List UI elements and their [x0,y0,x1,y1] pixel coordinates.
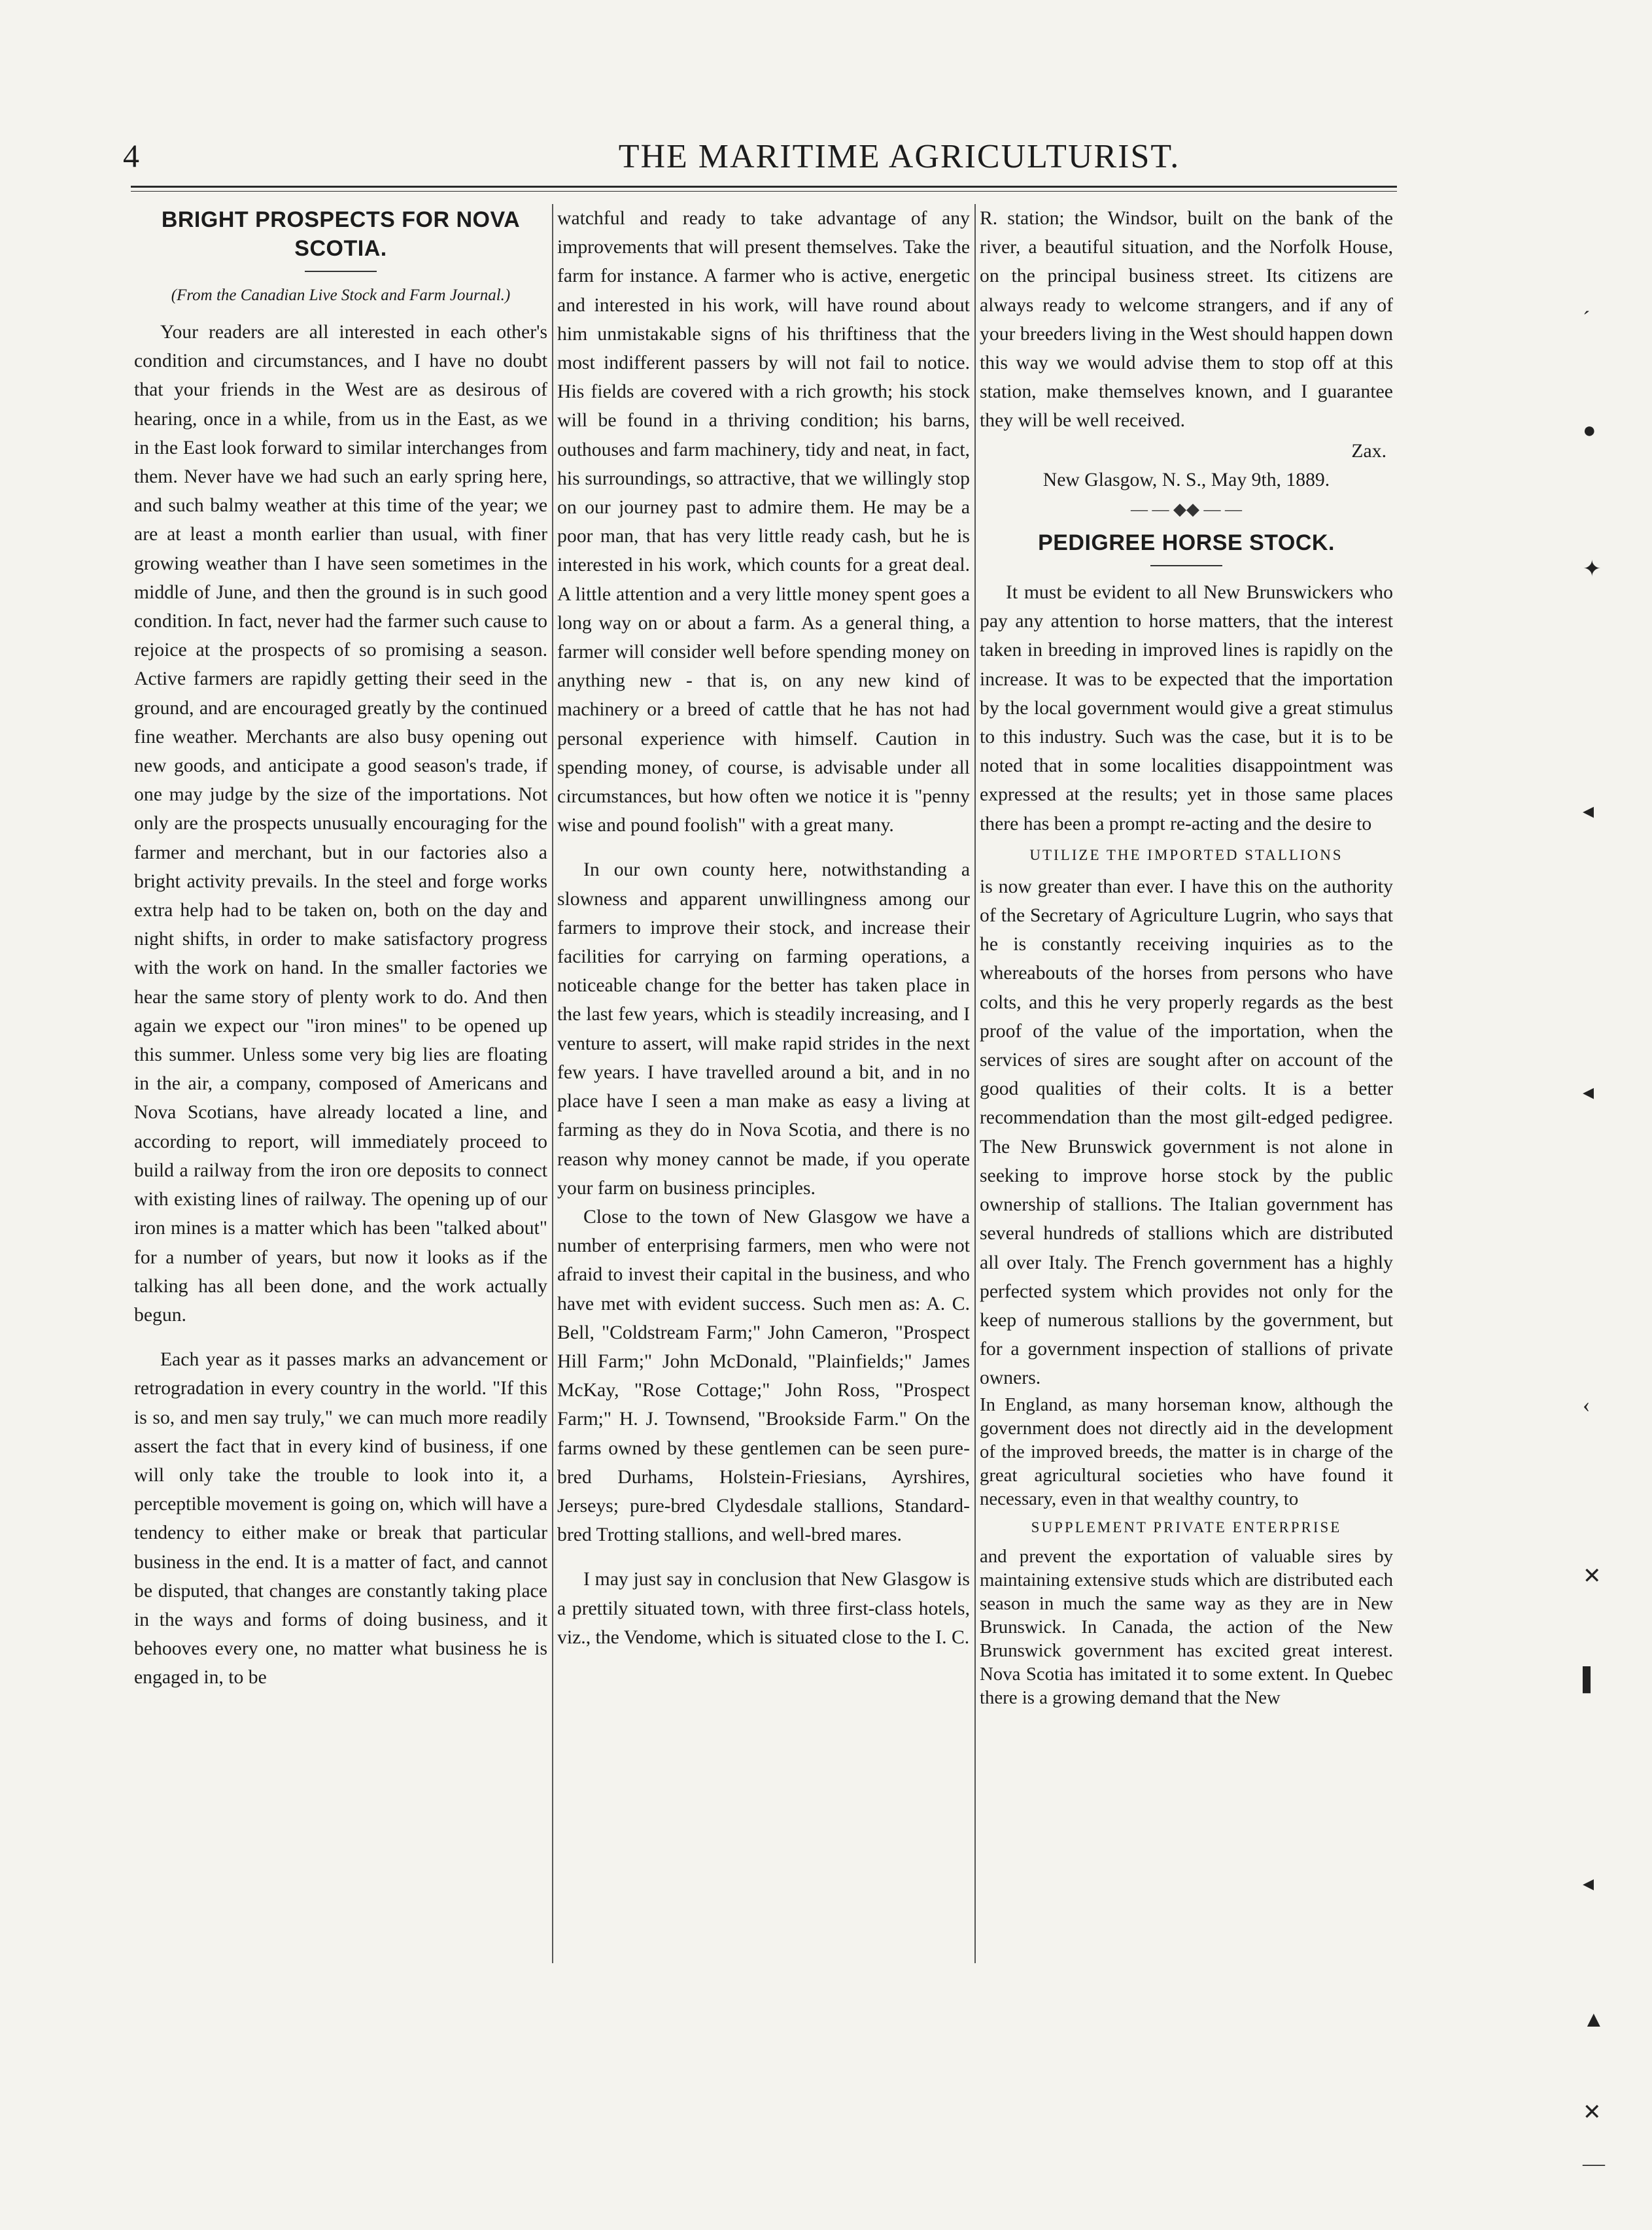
article-subhead: UTILIZE THE IMPORTED STALLIONS [1029,846,1343,863]
header-rule-thin [131,191,1397,192]
article-dateline: New Glasgow, N. S., May 9th, 1889. [1042,469,1330,490]
ink-mark: ▲ [1583,2008,1605,2032]
article-headline: BRIGHT PROSPECTS FOR NOVA SCOTIA. [161,207,521,261]
article-paragraph: Each year as it passes marks an advancement or retrogradation in every country in the world. "If this is so, and men say truly," we can much more readily assert the fact that in every kind of business, if one will only take the trouble to look into it, a perceptible movement is going on, which will have a tendency to either make or break that particular business in the end. It is a matter of fact, and cannot be disputed, that changes are constantly taking place in the ways and forms of doing business, and it behooves every one, no matter what business he is engaged in, to be [134,1349,547,1689]
page-number: 4 [123,137,139,174]
ink-mark: ◂ [1583,799,1594,823]
ink-mark: ● [1583,419,1596,443]
article-paragraph: It must be evident to all New Brunswickers who pay any attention to horse matters, that the interest taken in breeding in improved lines is rapidly on the increase. It was to be expected that the importation by the local government would give a great stimulus to this industry. Such was the case, but it is to be noted that in some localities disappointment was expressed at the results; yet in those same places there has been a prompt re-acting and the desire to [980,582,1393,834]
article-paragraph: I may just say in conclusion that New Glasgow is a prettily situated town, with three first-class hotels, viz., the Vendome, which is situated close to the I. C. [557,1569,970,1648]
headline-rule [1150,565,1222,566]
margin-printing-marks [1583,281,1622,2178]
headline-rule [305,271,377,272]
article-paragraph: and prevent the exportation of valuable sires by maintaining extensive studs which are distributed each season in much the same way as they are in New Brunswick. In Canada, the action of the New Brunswick government has excited great interest. Nova Scotia has imitated it to some extent. In Quebec there is a growing demand that the New [980,1545,1393,1708]
article-paragraph: Close to the town of New Glasgow we have a number of enterprising farmers, men who were not afraid to invest their capital in the business, and who have met with evident success. Such men as: A. C. Bell, "Coldstream Farm;" John Cameron, "Prospect Hill Farm;" John McDonald, "Plainfields;" James McKay, "Rose Cottage;" John Ross, "Prospect Farm;" H. J. Townsend, "Brookside Farm." On the farms owned by these gentlemen can be seen pure-bred Durhams, Holstein-Friesians, Ayrshires, Jerseys; pure-bred Clydesdale stallions, Standard-bred Trotting stallions, and well-bred mares. [557,1206,970,1546]
column-3 [980,204,1393,1963]
article-paragraph: In England, as many horseman know, although the government does not directly aid in the development of the improved breeds, the matter is in charge of the great agricultural societies who have found it necessary, even in that wealthy country, to [980,1394,1393,1509]
masthead-title: THE MARITIME AGRICULTURIST. [618,138,1180,175]
column-2 [557,204,970,1963]
article-signature: Zax. [1351,440,1386,462]
ink-mark: ✦ [1583,557,1602,581]
article-paragraph: R. station; the Windsor, built on the bank of the river, a beautiful situation, and the Norfolk House, on the principal business street. Its citizens are always ready to welcome strangers, and if any of your breeders living in the West should happen down this way we would advise them to stop off at this station, make themselves known, and I guarantee they will be well received. [980,208,1393,432]
section-separator: — — ◆◆ — — [1131,500,1242,519]
article-paragraph: Your readers are all interested in each other's condition and circumstances, and I have no doubt that your friends in the West are as desirous of hearing, once in a while, from us in the East, as we in the East look forward to similar interchanges from them. Never have we had such an early spring here, and such balmy weather at this time of the year; we are at least a month earlier than usual, with finer growing weather than I have seen sometimes in the middle of June, and then the ground is in such good condition. In fact, never had the farmer such cause to rejoice at the prospects of so promising a season. Active farmers are rapidly getting their seed in the ground, and are encouraged greatly by the continued fine weather. Merchants are also busy opening out new goods, and anticipate a good season's trade, if one may judge by the size of the importations. Not only are the prospects unusually encouraging for the farmer and merchant, but in our factories also a bright activity prevails. In the steel and forge works extra help had to be taken on, both on the day and night shifts, in order to make satisfactory progress with the work on hand. In the smaller factories we hear the same story of plenty work to do. And then again we expect our "iron mines" to be opened up this summer. Unless some very big lies are floating in the air, a company, composed of Americans and Nova Scotians, have already located a line, and according to report, will immediately proceed to build a railway from the iron ore deposits to connect with existing lines of railway. The opening up of our iron mines is a matter which has been "talked about" for a number of years, but now it looks as if the talking has all been done, and the work actually begun. [134,322,547,1326]
ink-mark: ´ [1583,307,1591,332]
column-1 [134,204,547,1963]
article-headline: PEDIGREE HORSE STOCK. [1038,530,1335,556]
article-subhead: SUPPLEMENT PRIVATE ENTERPRISE [1031,1518,1342,1535]
header-rule [131,186,1397,188]
ink-mark: ‹ [1583,1393,1591,1417]
article-paragraph: watchful and ready to take advantage of any improvements that will present themselves. Take the farm for instance. A farmer who is active, energetic and interested in his work, will have round about him unmistakable signs of his thriftiness that the most indifferent passers by will not fail to notice. His fields are covered with a rich growth; his stock will be found in a thriving condition; his barns, outhouses and farm machinery, tidy and neat, in fact, his surroundings, so attractive, that we willingly stop on our journey past to admire them. He may be a poor man, that has very little ready cash, but he is interested in his work, which counts for a great deal. A little attention and a very little money spent goes a long way on or about a farm. As a general thing, a farmer will consider well before spending money on anything new - that is, on any new kind of machinery or a breed of cattle that he has not had personal experience with himself. Caution in spending money, of course, is advisable under all circumstances, but how often we notice it is "penny wise and pound foolish" with a great many. [557,208,970,836]
column-divider-1 [552,204,553,1963]
ink-mark: ▌ [1583,1668,1599,1692]
ink-mark: — [1583,2152,1605,2176]
article-source-credit: (From the Canadian Live Stock and Farm Journal.) [171,286,511,304]
column-divider-2 [974,204,976,1963]
ink-mark: ◂ [1583,1872,1594,1896]
ink-mark: ✕ [1583,1564,1602,1588]
ink-mark: ✕ [1583,2101,1602,2125]
article-paragraph: In our own county here, notwithstanding a slowness and apparent unwillingness among our farmers to improve their stock, and increase their facilities for carrying on farming operations, a noticeable change for the better has taken place in the last few years, which is steadily increasing, and I venture to assert, will make rapid strides in the next few years. I have travelled around a bit, and in no place have I seen a man make as easy a living at farming as they do in Nova Scotia, and there is no reason why money cannot be made, if you operate your farm on business principles. [557,859,970,1199]
article-paragraph: is now greater than ever. I have this on the authority of the Secretary of Agriculture Lugrin, who says that he is constantly receiving inquiries as to the whereabouts of the horses from persons who have colts, and this he very properly regards as the best proof of the value of the importation, when the services of sires are sought after on account of the good qualities of their colts. It is a better recommendation than the most gilt-edged pedigree. The New Brunswick government is not alone in seeking to improve horse stock by the public ownership of stallions. The Italian government has several hundreds of stallions which are distributed all over Italy. The French government has a highly perfected system which provides not only for the keep of numerous stallions by the government, but for a government inspection of stallions of private owners. [980,876,1393,1389]
ink-mark: ◂ [1583,1080,1594,1105]
